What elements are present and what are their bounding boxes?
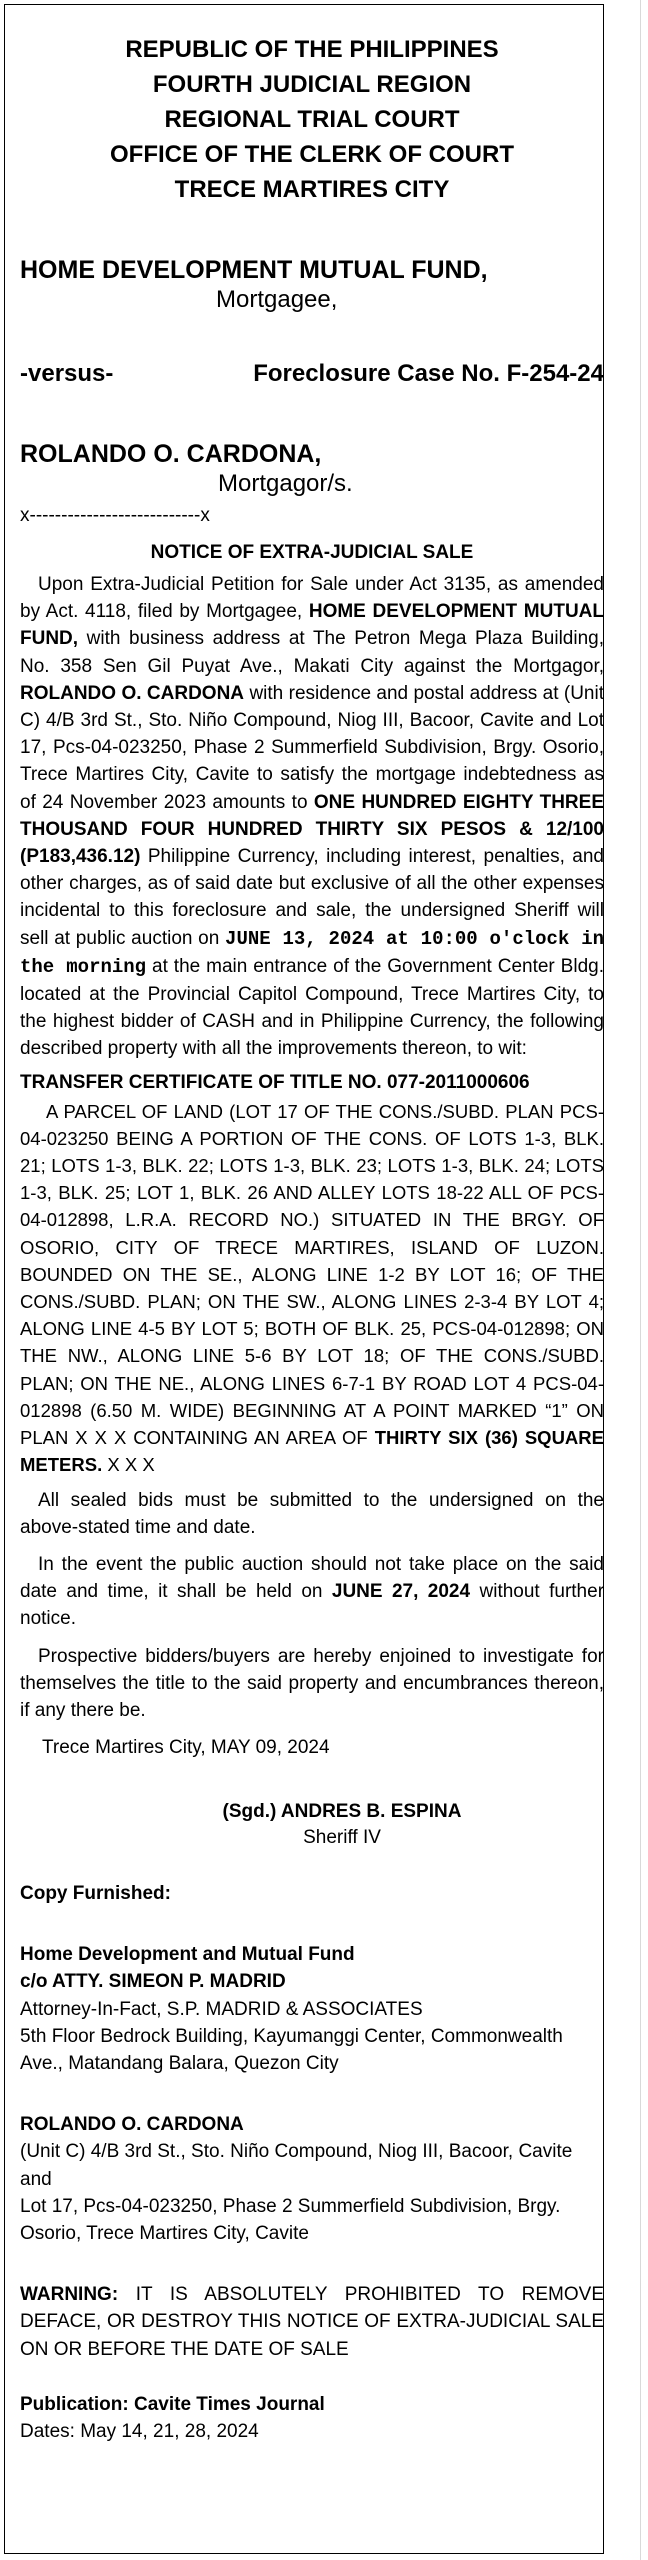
publication-dates: Dates: May 14, 21, 28, 2024 — [20, 2420, 259, 2442]
copy-furnished-label: Copy Furnished: — [20, 1883, 171, 1905]
body-paragraph-2: All sealed bids must be submitted to the undersigned on the above-stated time and date. — [20, 1489, 604, 1538]
body-paragraph-1 — [20, 571, 604, 1063]
mortgagor-role: Mortgagor/s. — [218, 470, 353, 497]
signature-title: Sheriff IV — [303, 1827, 381, 1849]
p1-mortgagee: HOME DEVELOPMENT MUTUAL FUND, — [20, 601, 604, 650]
column-divider — [640, 0, 641, 2560]
p1-text-c: with business address at The Petron Mega Plaza Building, No. 358 Sen Gil Puyat Ave., Makati City against the Mortgagor, — [20, 628, 605, 677]
copy-furnished-party-2 — [20, 2111, 604, 2247]
legal-notice — [20, 32, 604, 2445]
p3-text-a: In the event the public auction should not take place on the said date and time, it shall be held on — [20, 1553, 604, 1603]
case-number: Foreclosure Case No. F-254-24 — [253, 360, 604, 387]
publication-label: Publication: Cavite Times Journal — [20, 2393, 325, 2415]
date-place: Trece Martires City, MAY 09, 2024 — [42, 1737, 330, 1759]
p1-text-a: Upon Extra-Judicial Petition for Sale under Act 3135, as amended by Act. 4118, filed by Mortgagee, — [20, 574, 604, 623]
header-line-country: REPUBLIC OF THE PHILIPPINES — [125, 36, 499, 63]
mortgagee-name: HOME DEVELOPMENT MUTUAL FUND, — [20, 256, 488, 284]
p1-mortgagor: ROLANDO O. CARDONA — [20, 682, 245, 704]
p1-text-i: at the main entrance of the Government Center Bldg. located at the Provincial Capitol Compound, Trece Martires City, to the highest bidder of CASH and in Philippine Currency, the following described property with all the improvements thereon, to wit: — [20, 955, 604, 1060]
signature-name: (Sgd.) ANDRES B. ESPINA — [222, 1801, 462, 1823]
separator-line: x---------------------------x — [20, 505, 210, 526]
cf-party1-name: Home Development and Mutual Fund — [20, 1944, 355, 1966]
versus-row — [20, 359, 604, 389]
notice-title: NOTICE OF EXTRA-JUDICIAL SALE — [150, 542, 474, 563]
publication-block — [20, 2391, 604, 2445]
p3-text-c: without further notice. — [20, 1581, 605, 1630]
p3-date: JUNE 27, 2024 — [331, 1581, 471, 1603]
cf-party1-attn: c/o ATTY. SIMEON P. MADRID — [20, 1971, 286, 1993]
signature-block — [80, 1799, 604, 1851]
body-paragraph-3 — [20, 1551, 604, 1633]
cf-party1-line2: 5th Floor Bedrock Building, Kayumanggi Center, Commonwealth Ave., Matandang Balara, Quezon City — [20, 2025, 563, 2074]
desc-xxx: X X X — [107, 1454, 155, 1476]
copy-furnished-party-1 — [20, 1941, 604, 2077]
property-description — [20, 1098, 604, 1479]
cf-party2-line1: (Unit C) 4/B 3rd St., Sto. Niño Compound, Niog III, Bacoor, Cavite and — [20, 2141, 573, 2190]
mortgagor-name: ROLANDO O. CARDONA, — [20, 440, 322, 468]
warning-notice — [20, 2281, 604, 2363]
header-line-court: REGIONAL TRIAL COURT — [164, 106, 460, 133]
warning-text: IT IS ABSOLUTELY PROHIBITED TO REMOVE DEFACE, OR DESTROY THIS NOTICE OF EXTRA-JUDICIAL SALE ON OR BEFORE THE DATE OF SALE — [20, 2284, 605, 2360]
header-line-office: OFFICE OF THE CLERK OF COURT — [110, 141, 514, 168]
warning-label: WARNING: — [20, 2284, 119, 2306]
versus-label: -versus- — [20, 360, 114, 387]
p1-amount: ONE HUNDRED EIGHTY THREE THOUSAND FOUR HUNDRED THIRTY SIX PESOS & 12/100 (P183,436.12) — [20, 791, 604, 868]
desc-text: A PARCEL OF LAND (LOT 17 OF THE CONS./SUBD. PLAN PCS-04-023250 BEING A PORTION OF THE CONS. OF LOTS 1-3, BLK. 21; LOTS 1-3, BLK. 22; LOTS 1-3, BLK. 23; LOTS 1-3, BLK. 24; LOTS 1-3, BLK. 25; LOT 1, BLK. 26 AND ALLEY LOTS 18-22 ALL OF PCS-04-012898, L.R.A. RECORD NO.) SITUATED IN THE BRGY. OF OSORIO, CITY OF TRECE MARTIRES, ISLAND OF LUZON. BOUNDED ON THE SE., ALONG LINE 1-2 BY LOT 16; OF THE CONS./SUBD. PLAN; ON THE SW., ALONG LINES 2-3-4 BY LOT 4; ALONG LINE 4-5 BY LOT 5; BOTH OF BLK. 25, PCS-04-012898; ON THE NW., ALONG LINE 5-6 BY LOT 18; OF THE CONS./SUBD. PLAN; ON THE NE., ALONG LINES 6-7-1 BY ROAD LOT 4 PCS-04-012898 (6.50 M. WIDE) BEGINNING AT A POINT MARKED “1” ON PLAN X X X CONTAINING AN AREA OF — [20, 1100, 604, 1449]
court-header — [20, 32, 604, 207]
p1-auction-date: JUNE 13, 2024 at 10:00 o'clock in the morning — [20, 927, 605, 978]
cf-party2-name: ROLANDO O. CARDONA — [20, 2114, 244, 2136]
body-paragraph-4: Prospective bidders/buyers are hereby enjoined to investigate for themselves the title to the said property and encumbrances thereon, if any there be. — [20, 1645, 604, 1721]
p1-text-g: Philippine Currency, including interest, penalties, and other charges, as of said date but exclusive of all the other expenses incidental to this foreclosure and sale, the undersigned Sheriff will sell at public auction on — [20, 846, 604, 949]
header-line-city: TRECE MARTIRES CITY — [174, 176, 450, 203]
cf-party1-line1: Attorney-In-Fact, S.P. MADRID & ASSOCIATES — [20, 1998, 423, 2020]
desc-area: THIRTY SIX (36) SQUARE METERS. — [20, 1427, 604, 1476]
mortgagee-role: Mortgagee, — [216, 286, 338, 313]
tct-number: TRANSFER CERTIFICATE OF TITLE NO. 077-2011000606 — [20, 1071, 530, 1093]
cf-party2-line2: Lot 17, Pcs-04-023250, Phase 2 Summerfield Subdivision, Brgy. Osorio, Trece Martires City, Cavite — [20, 2195, 561, 2244]
p1-text-e: with residence and postal address at (Unit C) 4/B 3rd St., Sto. Niño Compound, Niog III, Bacoor, Cavite and Lot 17, Pcs-04-023250, Phase 2 Summerfield Subdivision, Brgy. Osorio, Trece Martires City, Cavite to satisfy the mortgage indebtedness as of 24 November 2023 amounts to — [20, 682, 604, 813]
header-line-region: FOURTH JUDICIAL REGION — [152, 71, 472, 98]
